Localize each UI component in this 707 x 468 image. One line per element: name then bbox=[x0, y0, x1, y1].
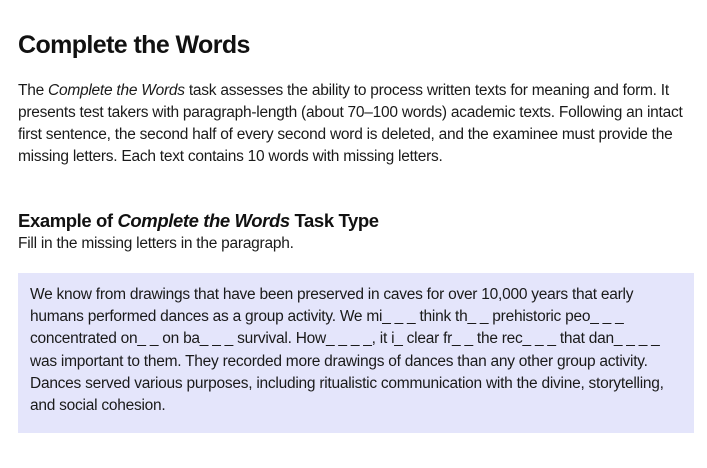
intro-paragraph bbox=[18, 80, 694, 168]
example-passage-box bbox=[18, 273, 694, 433]
intro-text-start: The bbox=[18, 82, 49, 99]
example-instruction: Fill in the missing letters in the paragraph. bbox=[18, 235, 294, 252]
intro-task-name: Complete the Words bbox=[48, 82, 185, 99]
intro-text-rest: task assesses the ability to process written texts for meaning and form. It presents test takers with paragraph-length (about 70–100 words) academic texts. Following an intact first sentence, the second half of every second word is deleted, and the examinee must provide the missing letters. Each text contains 10 words with missing letters. bbox=[18, 82, 683, 165]
example-heading bbox=[18, 209, 694, 233]
example-heading-suffix: Task Type bbox=[289, 210, 379, 231]
page-content bbox=[18, 28, 694, 433]
example-heading-prefix: Example of bbox=[18, 210, 118, 231]
example-heading-task: Complete the Words bbox=[117, 210, 290, 231]
page-title: Complete the Words bbox=[18, 31, 250, 59]
example-passage: We know from drawings that have been preserved in caves for over 10,000 years that early humans performed dances as a group activity. We mi_ _ _ think th_ _ prehistoric peo_ _ _ concentrated on_ _ on ba_ _ _ survival. How_ _ _ _, it i_ clear fr_ _ the rec_ _ _ that dan_ _ _ _ was important to them. They recorded more drawings of dances than any other group activity. Dances served various purposes, including ritualistic communication with the divine, storytelling, and social cohesion. bbox=[30, 286, 664, 415]
